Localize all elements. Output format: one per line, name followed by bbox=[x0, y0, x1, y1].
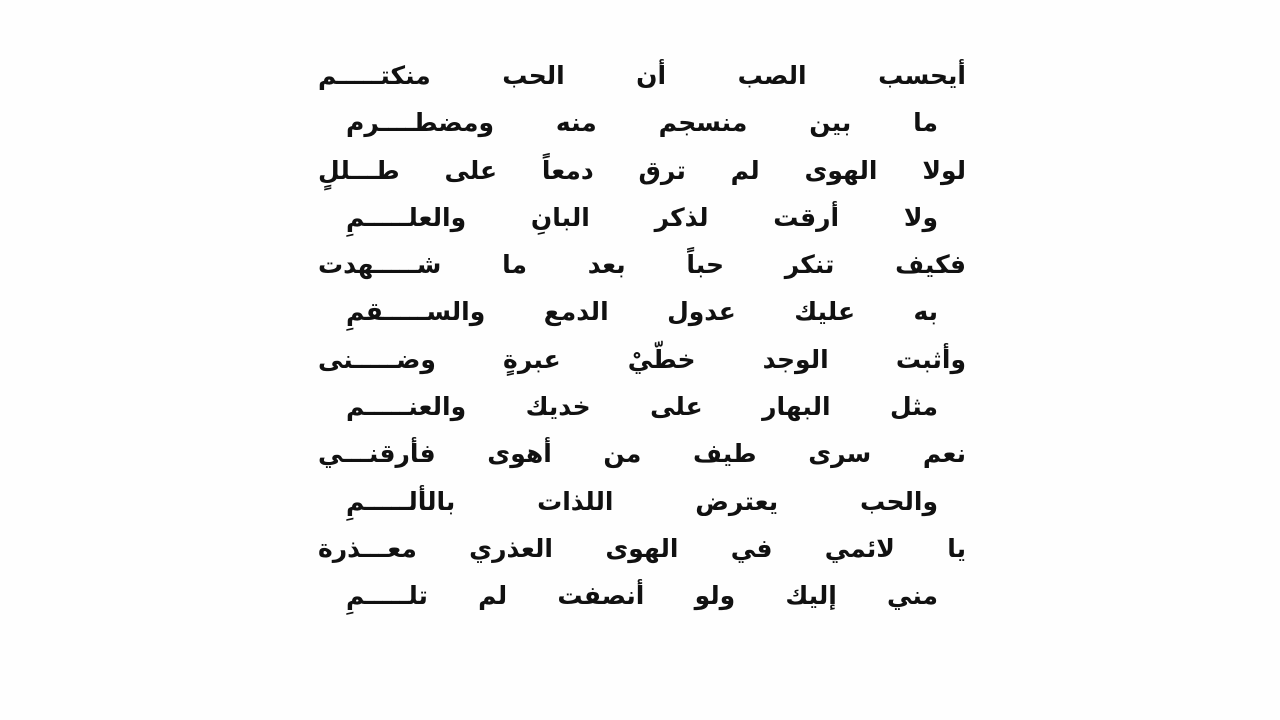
verse-line-8: مثل البهار على خديك والعنـــــم bbox=[346, 392, 938, 422]
verse-line-3: لولا الهوى لم ترق دمعاً على طـــللٍ bbox=[318, 155, 966, 185]
verse-line-12: مني إليك ولو أنصفت لم تلـــــمِ bbox=[346, 581, 938, 611]
verse-line-7: وأثبت الوجد خطّيْ عبرةٍ وضـــــنى bbox=[318, 344, 966, 374]
verse-line-9: نعم سرى طيف من أهوى فأرقنـــي bbox=[318, 439, 966, 469]
poem-text-block bbox=[318, 52, 966, 620]
verse-line-5: فكيف تنكر حباً بعد ما شـــــهدت bbox=[318, 250, 966, 280]
verse-line-10: والحب يعترض اللذات بالألـــــمِ bbox=[346, 486, 938, 516]
verse-line-1: أيحسب الصب أن الحب منكتـــــم bbox=[318, 61, 966, 90]
verse-line-2: ما بين منسجم منه ومضطــــرم bbox=[346, 108, 938, 138]
verse-line-6: به عليك عدول الدمع والســـــقمِ bbox=[346, 297, 938, 327]
verse-line-4: ولا أرقت لذكر البانِ والعلـــــمِ bbox=[346, 202, 938, 232]
verse-line-11: يا لائمي في الهوى العذري معـــذرة bbox=[318, 533, 966, 563]
